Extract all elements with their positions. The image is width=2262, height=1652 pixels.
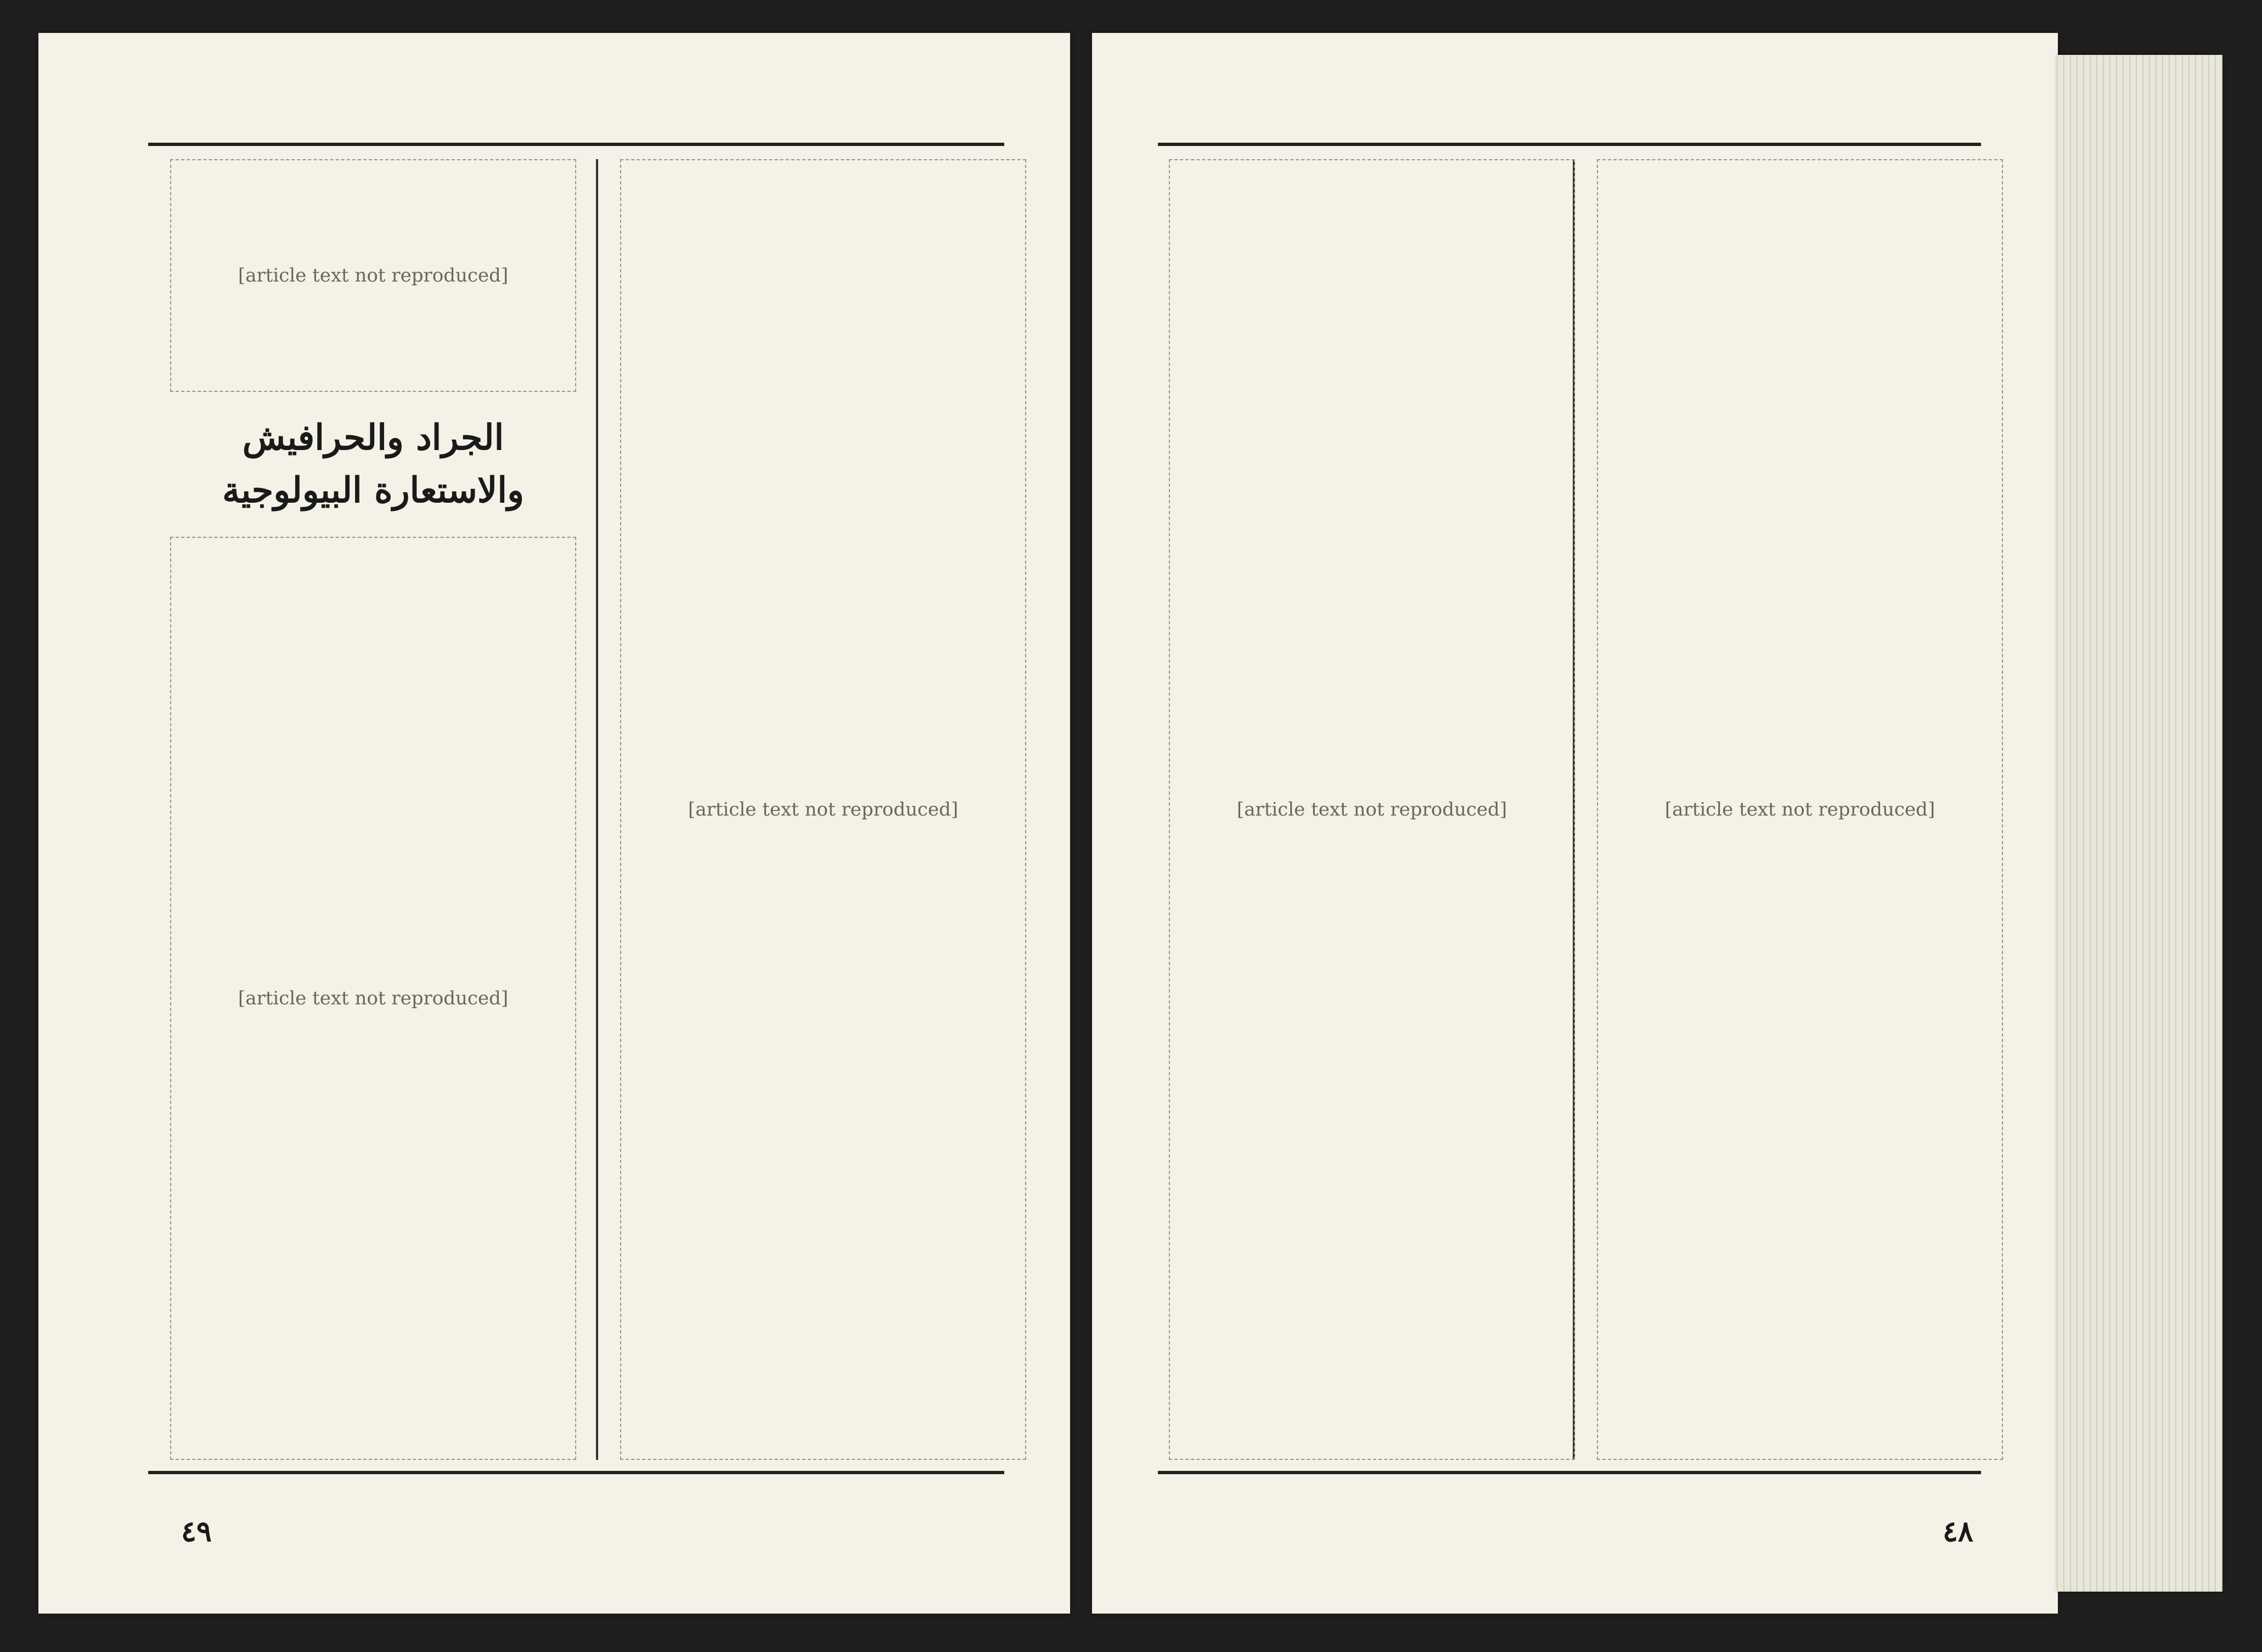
right-page [1092,33,2058,1614]
left-page [38,33,1070,1614]
bottom-rule [148,1471,1004,1474]
left-page-column-1 [620,159,1026,1460]
page-number: ٤٨ [1943,1515,1973,1548]
right-page-column-2 [1169,159,1575,1460]
body-text-placeholder: [article text not reproduced] [620,159,1026,1460]
page-edges [2058,55,2222,1592]
top-rule [1158,143,1981,146]
body-text-placeholder: [article text not reproduced] [1169,159,1575,1460]
column-divider [596,159,598,1460]
section-heading: الجراد والحرافيش والاستعارة البيولوجية [222,417,524,511]
body-text-placeholder: [article text not reproduced] [1597,159,2003,1460]
left-page-column-2 [170,159,576,1460]
book-spread [22,16,2240,1636]
body-text-placeholder: [article text not reproduced] [170,537,576,1460]
bottom-rule [1158,1471,1981,1474]
body-text-placeholder: [article text not reproduced] [170,159,576,392]
top-rule [148,143,1004,146]
right-page-column-1 [1597,159,2003,1460]
page-number: ٤٩ [181,1515,212,1548]
